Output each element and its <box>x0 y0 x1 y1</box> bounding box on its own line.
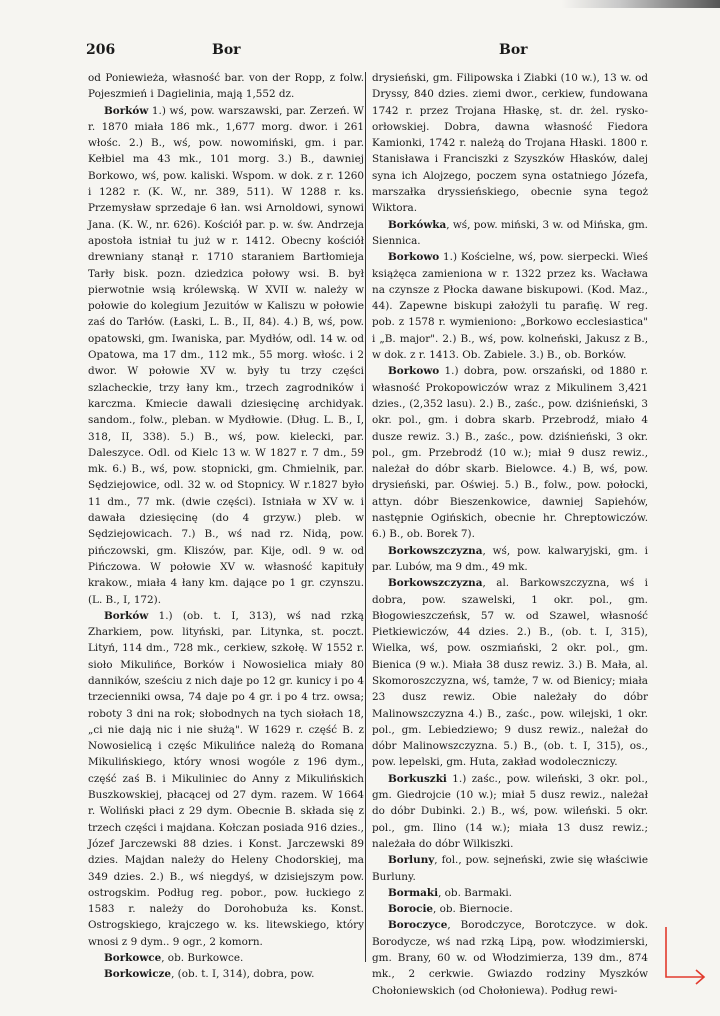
entry-text: , wś, pow. kalwaryjski, gm. i par. Lubów, ma 9 dm., 49 mk. <box>372 544 648 573</box>
entry-headword: Borkowo <box>388 251 440 264</box>
entry-text: , wś, pow. miński, 3 w. od Mińska, gm. Siennica. <box>372 218 648 247</box>
entry-headword: Borocie <box>388 903 434 916</box>
entry-text: 1.) (ob. t. I, 313), wś nad rzką Zharkiem, pow. lityński, par. Litynka, st. poczt. Lityń, 114 dm., 728 mk., cerkiew, szkołę. W 1552 r. sioło Mikulińce, Borków i Nowosielica miały 80 danników, sześciu z nich daje po 12 gr. kunicy i po 4 trzecienniki owsa, 74 daje po 4 gr. i po 4 trz. owsa; roboty 3 dni na rok; słobodnych na tych siołach 18, „ci nie dają nic i nie służą". W 1629 r. część B. z Nowosielicą i częśc Mikulińce należą do Romana Mikulińskiego, który wnosi wogóle z 196 dym., część zaś B. i Mikuliniec do Anny z Mikulińskich Buszkowskiej, płacącej od 27 dym. razem. W 1664 r. Woliński płaci z 29 dym. Obecnie B. składa się z trzech części i majdana. Kołczan posiada 916 dzies., Józef Jarczewski 88 dzies. i Konst. Jarczewski 89 dzies. Majdan należy do Heleny Chodorskiej, ma 349 dzies. 2.) B., wś niegdyś, w dzisiejszym pow. ostrogskim. Podług reg. pobor., pow. łuckiego z 1583 r. należy do Dorohobuża ks. Konst. Ostrogskiego, krajczego w. ks. litewskiego, który wnosi z 9 dym.. 9 ogr., 2 komorn. <box>88 609 364 948</box>
page-turn-arrow-icon <box>662 925 710 985</box>
entry-paragraph <box>88 103 364 608</box>
entry-text: , al. Barkowszczyzna, wś i dobra, pow. szawelski, 1 okr. pol., gm. Błogowieszczeńsk, 57 w. od Szawel, własność Pietkiewiczów, 44 dzies. 2.) B., (ob. t. I, 315), Wielka, wś, pow. oszmiański, 2 okr. pol., gm. Bienica (9 w.). Miała 38 dusz rewiz. 3.) B. Mała, al. Skomoroszczyzna, wś, tamże, 7 w. od Bienicy; miała 23 dusz rewiz. Obie należały do dóbr Malinowszczyzna 4.) B., zaśc., pow. wilejski, 1 okr. pol., gm. Lebiedziewo; 9 dusz rewiz., należał do dóbr Malinowszczyzna. 5.) B., (ob. t. I, 315), os., pow. lepelski, gm. Huta, zakład wodoleczniczy. <box>372 577 648 769</box>
entry-text: od Poniewieża, własność bar. von der Ropp, z folw. Pojeszmień i Dagielinia, mają 1,552 dz. <box>88 72 364 101</box>
entry-paragraph <box>372 575 648 771</box>
entry-paragraph <box>88 70 364 103</box>
entry-paragraph <box>372 917 648 998</box>
left-column <box>88 70 364 983</box>
entry-headword: Bormaki <box>388 886 439 899</box>
entry-headword: Borkowicze <box>104 968 172 981</box>
entry-paragraph <box>372 70 648 217</box>
entry-paragraph <box>372 217 648 250</box>
entry-paragraph <box>372 363 648 542</box>
entry-text: , fol., pow. sejneński, zwie się właściwie Burluny. <box>372 854 648 883</box>
entry-headword: Borkuszki <box>388 772 447 785</box>
entry-paragraph <box>88 966 364 982</box>
running-head-right: Bor <box>499 42 528 58</box>
entry-paragraph <box>372 852 648 885</box>
entry-text: , ob. Burkowce. <box>161 952 244 965</box>
entry-headword: Borków <box>104 104 149 117</box>
right-column <box>372 70 648 999</box>
entry-paragraph <box>372 249 648 363</box>
entry-headword: Boroczyce <box>388 919 448 932</box>
entry-headword: Borkowszczyzna <box>388 544 483 557</box>
running-head-left: Bor <box>212 42 241 58</box>
entry-headword: Borkowce <box>104 952 162 965</box>
entry-paragraph <box>88 608 364 950</box>
entry-text: 1.) wś, pow. warszawski, par. Zerzeń. W r. 1870 miała 186 mk., 1,677 morg. dwor. i 261 włośc. 2.) B., wś, pow. nowomiński, gm. i par. Kełbiel ma 43 mk., 101 morg. 3.) B., dawniej Borkowo, wś, pow. kaliski. Wspom. w dok. z r. 1260 i 1282 r. (K. W., nr. 389, 511). W 1288 r. ks. Przemysław sprzedaje 6 łan. wsi Arnoldowi, synowi Jana. (K. W., nr. 626). Kościół par. p. w. św. Andrzeja apostoła istniał tu już w r. 1412. Obecny kościół drewniany stanął r. 1710 staraniem Bartłomieja Tarły bisk. pozn. dziedzica połowy wsi. B. był pierwotnie wsią królewską. W XVII w. należy w połowie do kolegium Jezuitów w Kaliszu w połowie zaś do Tarłów. (Łaski, L. B., II, 84). 4.) B, wś, pow. opatowski, gm. Iwaniska, par. Mydłów, odl. 14 w. od Opatowa, ma 17 dm., 112 mk., 55 morg. włośc. i 2 dwor. W połowie XV w. były tu trzy części szlacheckie, trzy łany km., trzech zagrodników i karczma. Kmiecie dawali dziesięcinę archidyak. sandom., folw., pleban. w Mydłowie. (Dług. L. B., I, 318, II, 338). 5.) B., wś, pow. kielecki, par. Daleszyce. Odl. od Kielc 13 w. W 1827 r. 7 dm., 59 mk. 6.) B., wś, pow. stopnicki, gm. Chmielnik, par. Sędziejowice, odl. 32 w. od Stopnicy. W r.1827 było 11 dm., 77 mk. (dwie części). Istniała w XV w. i dawała dziesięcinę (do 4 grzyw.) pleb. w Sędziejowicach. 7.) B., wś nad rz. Nidą, pow. pińczowski, gm. Kliszów, par. Kije, odl. 9 w. od Pińczowa. W połowie XV w. własność kapituły krakow., miała 4 łany km. dające po 1 gr. czynszu. (L. B., I, 172). <box>88 104 364 606</box>
page-number: 206 <box>86 42 116 58</box>
entry-text: , Borodczyce, Borotczyce. w dok. Borodycze, wś nad rzką Lipą, pow. włodzimierski, gm. Brany, 60 w. od Włodzimierza, 139 dm., 874 mk., 2 cerkwie. Gwiazdo rodziny Myszków Chołoniewskich (od Chołoniewa). Podług rewi- <box>372 919 648 997</box>
entry-headword: Borkowszczyzna <box>388 577 483 590</box>
entry-text: drysieński, gm. Filipowska i Ziabki (10 w.), 13 w. od Dryssy, 840 dzies. ziemi dwor., cerkiew, fundowana 1742 r. przez Trojana Hłaskę, st. dr. żel. rysko-orłowskiej. Dobra, dawna własność Fiedora Kamionki, 1742 r. należą do Trojana Hłaski. 1800 r. Stanisława i Franciszki z Szyszków Hłasków, dalej syna ich Alojzego, poczem syna ostatniego Józefa, marszałka dryssieńskiego, obecnie syna tegoż Wiktora. <box>372 72 648 215</box>
entry-text: , ob. Biernocie. <box>433 903 513 916</box>
entry-text: 1.) dobra, pow. orszański, od 1880 r. własność Prokopowiczów wraz z Mikulinem 3,421 dzies., (2,352 lasu). 2.) B., zaśc., pow. dziśnieński, 3 okr. pol., gm. i dobra skarb. Przebrodź, miało 4 dusze rewiz. 3.) B., zaśc., pow. dziśnieński, 3 okr. pol., gm. Przebrodź (10 w.); miał 9 dusz rewiz., należał do dóbr skarb. Bielowce. 4.) B, wś, pow. drysieński, par. Oświej. 5.) B., folw., pow. połocki, attyn. dóbr Bieszenkowice, dawniej Sapiehów, następnie Ogińskich, obecnie hr. Chreptowiczów. 6.) B., ob. Borek 7). <box>372 365 648 541</box>
column-divider <box>365 72 366 962</box>
entry-paragraph <box>372 901 648 917</box>
entry-headword: Borkówka <box>388 218 447 231</box>
entry-text: 1.) Kościelne, wś, pow. sierpecki. Wieś książęca zamieniona w r. 1322 przez ks. Wacława na czynsze z Płocka dawane biskupowi. (Kod. Maz., 44). Zapewne biskupi założyli tu parafię. W reg. pob. z 1578 r. wymieniono: „Borkowo ecclesiastica" i „B. major". 2.) B., wś, pow. kolneński, Jakusz z B., w dok. z r. 1413. Ob. Zabiele. 3.) B., ob. Borków. <box>372 251 648 362</box>
entry-paragraph <box>372 543 648 576</box>
entry-headword: Borkowo <box>388 365 440 378</box>
entry-headword: Borluny <box>388 854 435 867</box>
entry-text: , ob. Barmaki. <box>438 886 512 899</box>
entry-text: 1.) zaśc., pow. wileński, 3 okr. pol., gm. Giedrojcie (10 w.); miał 5 dusz rewiz., należał do dóbr Dubinki. 2.) B., wś, pow. wileński. 5 okr. pol., gm. Ilino (14 w.); miała 13 dusz rewiz.; należała do dóbr Wilkiszki. <box>372 772 648 850</box>
entry-paragraph <box>88 950 364 966</box>
entry-headword: Borków <box>104 609 149 622</box>
entry-paragraph <box>372 771 648 852</box>
entry-text: , (ob. t. I, 314), dobra, pow. <box>171 968 315 981</box>
entry-paragraph <box>372 885 648 901</box>
scan-top-edge <box>0 0 720 8</box>
